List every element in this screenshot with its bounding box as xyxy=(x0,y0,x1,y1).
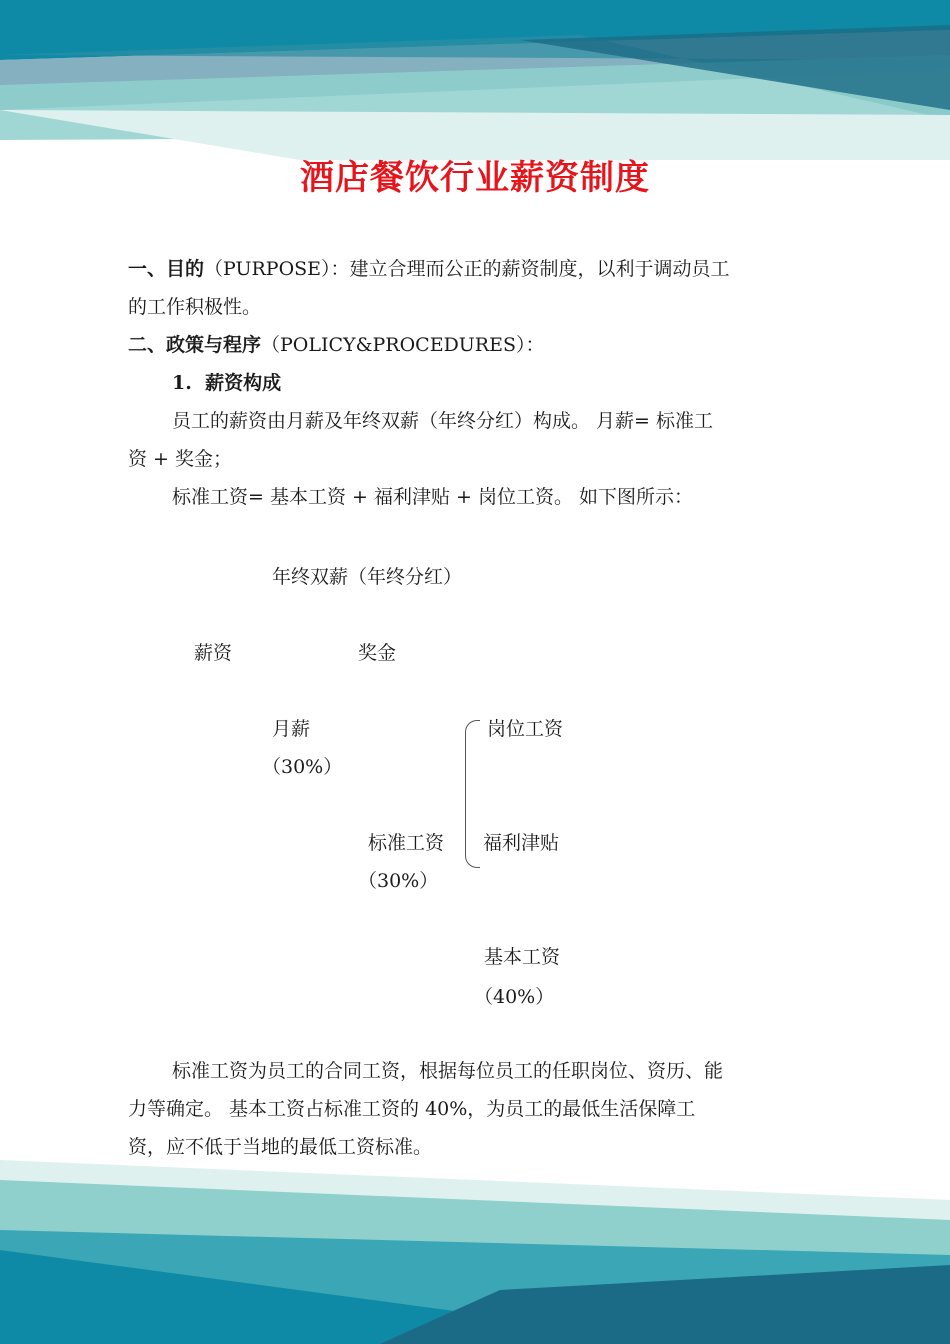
label-basic: 基本工资 xyxy=(484,946,561,968)
section-purpose-text: （PURPOSE）：建立合理而公正的薪资制度，以利于调动员工 xyxy=(204,258,730,280)
section-policy-heading: 二、政策与程序 xyxy=(128,334,262,356)
document-title: 酒店餐饮行业薪资制度 xyxy=(300,158,650,198)
header-decoration xyxy=(0,0,950,160)
paragraph-standard-formula: 标准工资= 基本工资 + 福利津贴 + 岗位工资。 如下图所示： xyxy=(172,486,693,508)
paragraph-line: 资 + 奖金； xyxy=(128,448,232,470)
section-policy xyxy=(128,326,828,364)
subsection-salary-structure xyxy=(172,364,872,402)
label-standard: 标准工资 xyxy=(368,832,445,854)
paragraph-line: 标准工资为员工的合同工资，根据每位员工的任职岗位、资历、能 xyxy=(172,1060,724,1082)
section-purpose-text-cont: 的工作积极性。 xyxy=(128,296,262,318)
label-standard-pct: （30%） xyxy=(358,870,439,892)
label-basic-pct: （40%） xyxy=(474,986,555,1008)
paragraph-line: 力等确定。 基本工资占标准工资的 40%，为员工的最低生活保障工 xyxy=(128,1098,696,1120)
footer-decoration xyxy=(0,1160,950,1344)
label-welfare: 福利津贴 xyxy=(483,832,560,854)
paragraph-line: 资，应不低于当地的最低工资标准。 xyxy=(128,1136,433,1158)
label-monthly-pct: （30%） xyxy=(262,756,343,778)
label-salary: 薪资 xyxy=(194,642,233,664)
paragraph-line: 员工的薪资由月薪及年终双薪（年终分红）构成。 月薪= 标准工 xyxy=(172,410,714,432)
paragraph-salary-composition xyxy=(128,402,828,478)
section-purpose xyxy=(128,250,828,326)
bracket-line xyxy=(465,720,480,868)
label-position-pay: 岗位工资 xyxy=(487,718,564,740)
label-bonus: 奖金 xyxy=(358,642,397,664)
label-monthly: 月薪 xyxy=(272,718,311,740)
paragraph-standard-description xyxy=(128,1052,828,1166)
section-policy-text: （POLICY&PROCEDURES）： xyxy=(261,334,545,356)
section-purpose-heading: 一、目的 xyxy=(128,258,205,280)
subsection-heading: 1. 薪资构成 xyxy=(172,372,282,394)
label-year-end-bonus: 年终双薪（年终分红） xyxy=(272,566,463,588)
